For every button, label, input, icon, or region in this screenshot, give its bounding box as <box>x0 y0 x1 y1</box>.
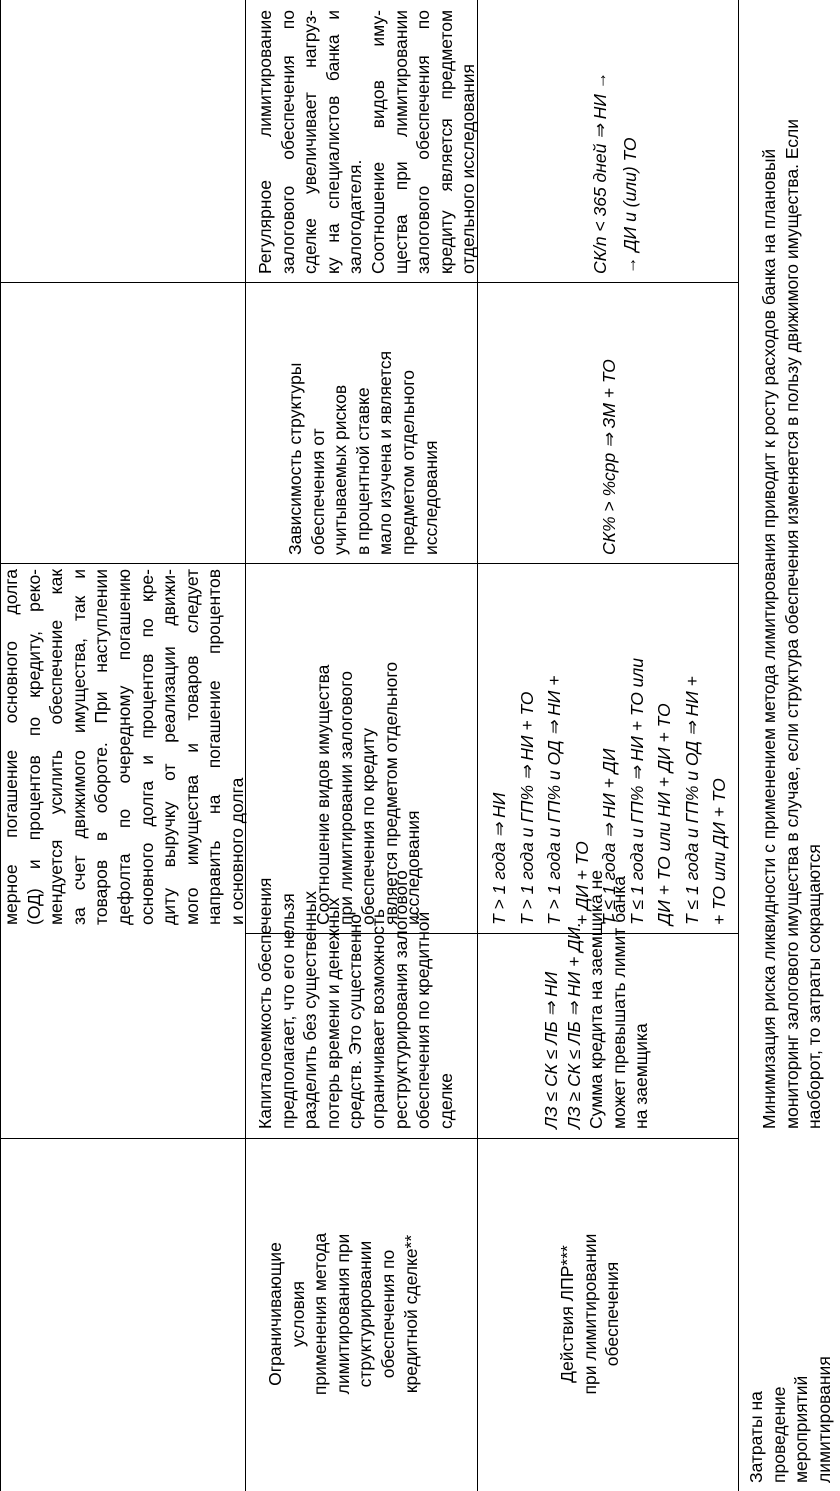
row1-method-text: мерное погашение основного долга (ОД) и процентов по кредиту, реко- мендуется усилить обеспечение как за счет движимого имущества, так и товаров в обороте. При наступлении дефолта по очередному погашению основного долга и процентов по кре- диту выручку от реализации движи- мого имущества и товаров следует направить на погашение процентов и основного долга <box>1 569 247 925</box>
row3-col-d: СК/n < 365 дней ⇒ НИ → → ДИ и (или) ТО <box>590 71 640 274</box>
col-divider-c <box>0 282 738 283</box>
row2-col-a: Капиталоемкость обеспечения предполагает, что его нельзя разделить без существенных потерь времени и денежных средств. Это существенно ограничивает возможность реструктурирования залогового обеспечения по кредитной сделке <box>255 870 456 1129</box>
col-divider-label <box>0 1138 738 1139</box>
row3-label: Действия ЛПР*** при лимитировании обеспечения <box>557 1233 623 1395</box>
row2-col-d: Регулярное лимитирование залогового обеспечения по сделке увеличивает нагруз- ку на специалистов банка и залогодателя. Соотношение видов иму- щества при лимитировании залогового обеспечения по кредиту является предметом отдельного исследования <box>255 10 479 274</box>
row4-label: Затраты на проведение мероприятий лимитирования <box>746 1356 834 1483</box>
row3-col-a: ЛЗ ≤ СК ≤ ЛБ ⇒ НИ ЛЗ ≥ СК ≤ ЛБ ⇒ НИ + ДИ. Сумма кредита на заемщика не может превышать лимит банка на заемщика <box>541 870 652 1129</box>
row4-text: Минимизация риска ликвидности с применением метода лимитирования приводит к росту расходов банка на плановый мониторинг залогового имущества в случае, если структура обеспечения изменяется в пользу движимого имущества. Если наоборот, то затраты сокращаются <box>759 118 825 1129</box>
col-divider-b <box>0 563 738 564</box>
row3-col-b: Т > 1 года ⇒ НИ Т > 1 года и ГП% ⇒ НИ + ТО Т > 1 года и ГП% и ОД ⇒ НИ + + ДИ + ТО Т ≤ 1 года ⇒ НИ + ДИ Т ≤ 1 года и ГП% ⇒ НИ + ТО или ДИ + ТО или НИ + ДИ + ТО Т ≤ 1 года и ГП% и ОД ⇒ НИ + + ТО или ДИ + ТО <box>489 657 729 925</box>
row2-label: Ограничивающие условия применения метода лимитирования при структурировании обеспечения по кредитной сделке** <box>265 1232 421 1396</box>
row2-col-c: Зависимость структуры обеспечения от учитываемых рисков в процентной ставке мало изучена и является предметом отдельного исследования <box>285 350 441 555</box>
row2-col-b: Соотношение видов имущества при лимитировании залогового обеспечения по кредиту является предметом отдельного исследования <box>313 661 424 925</box>
row3-col-c: СК% > %срр ⇒ ЗМ + ТО <box>599 359 619 555</box>
row-divider-3 <box>738 0 739 1491</box>
